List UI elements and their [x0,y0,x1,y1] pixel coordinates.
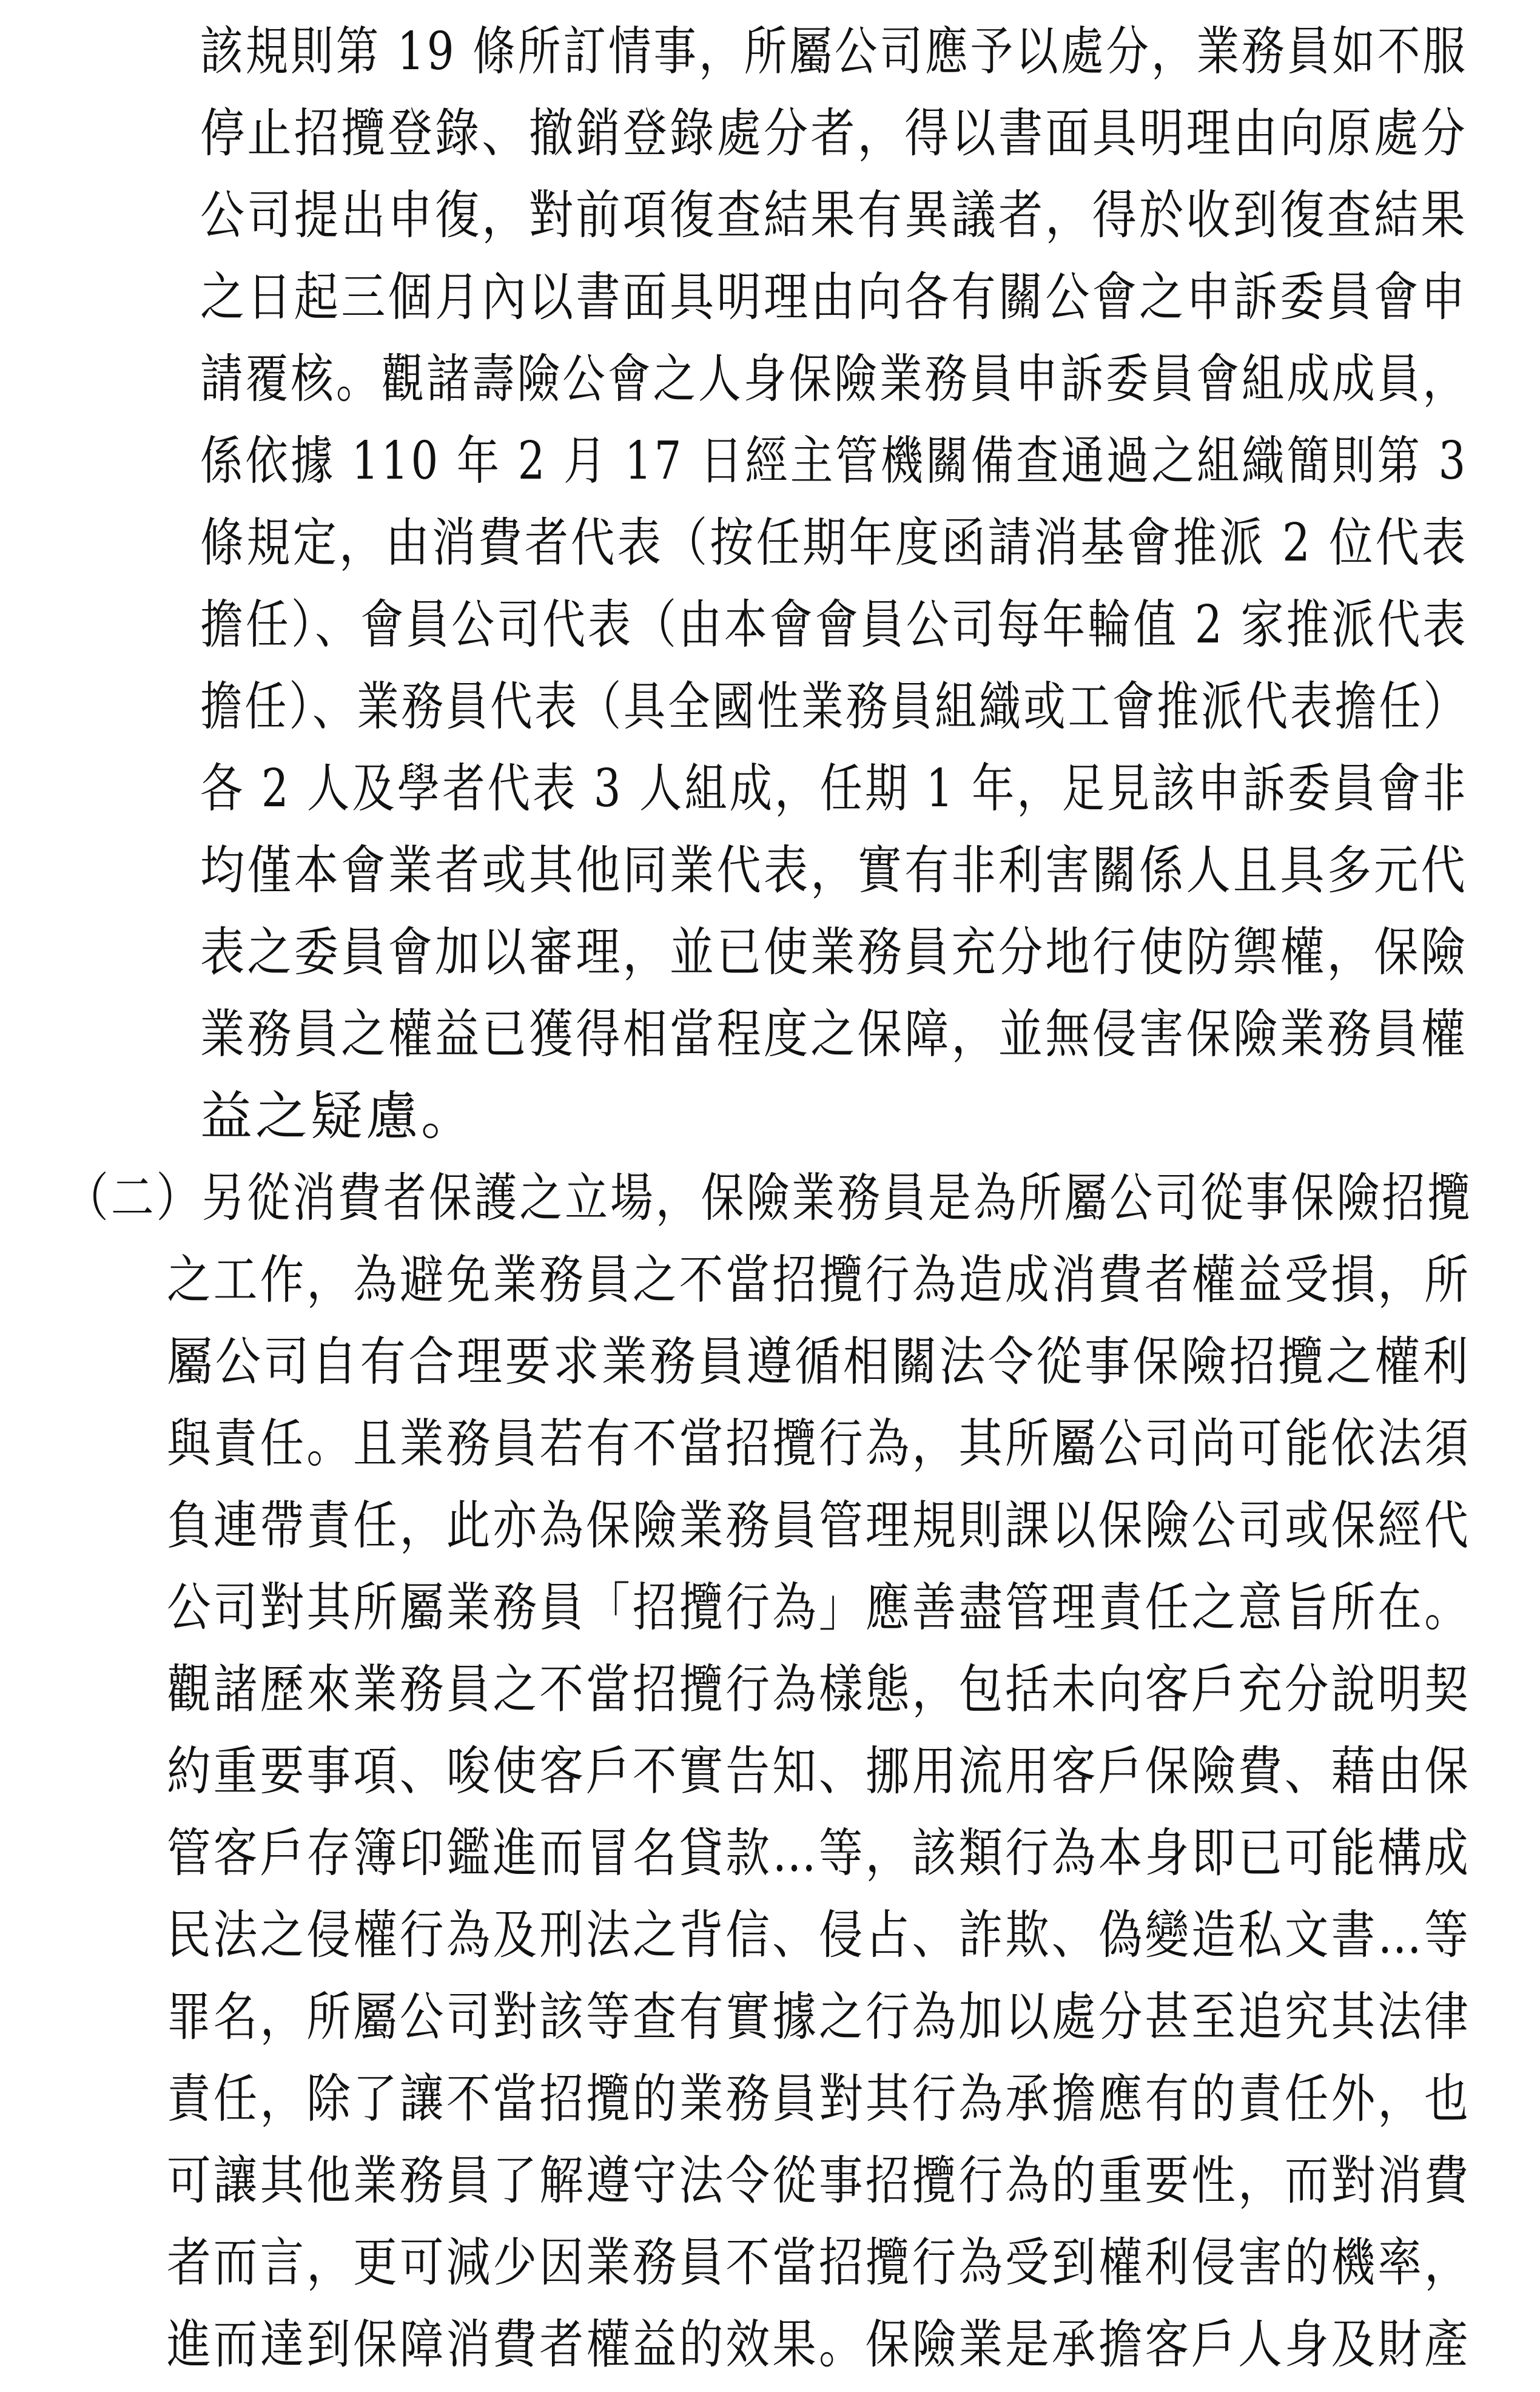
section-2-line: 進而達到保障消費者權益的效果。保險業是承擔客戶人身及財產 [167,2314,1471,2375]
paragraph-1-line: 業務員之權益已獲得相當程度之保障，並無侵害保險業務員權 [200,1004,1468,1065]
section-2-line: 之工作，為避免業務員之不當招攬行為造成消費者權益受損，所 [167,1250,1471,1310]
section-2-heading-line: （二）另從消費者保護之立場，保險業務員是為所屬公司從事保險招攬 [66,1168,1473,1228]
section-2-line: 罪名，所屬公司對該等查有實據之行為加以處分甚至追究其法律 [167,1987,1471,2047]
paragraph-1-line: 益之疑慮。 [200,1086,476,1147]
section-2-line: 可讓其他業務員了解遵守法令從事招攬行為的重要性，而對消費 [167,2151,1471,2211]
paragraph-1-line: 之日起三個月內以書面具明理由向各有關公會之申訴委員會申 [200,267,1468,328]
paragraph-1-line: 該規則第 19 條所訂情事，所屬公司應予以處分，業務員如不服 [200,21,1468,82]
paragraph-1-line: 擔任）、業務員代表（具全國性業務員組織或工會推派代表擔任） [200,676,1468,737]
section-2-line: 者而言，更可減少因業務員不當招攬行為受到權利侵害的機率， [167,2232,1471,2293]
paragraph-1-line: 停止招攬登錄、撤銷登錄處分者，得以書面具明理由向原處分 [200,103,1468,164]
paragraph-1-line: 公司提出申復，對前項復查結果有異議者，得於收到復查結果 [200,185,1468,246]
paragraph-1-line: 條規定，由消費者代表（按任期年度函請消基會推派 2 位代表 [200,513,1468,573]
section-2-line: 約重要事項、唆使客戶不實告知、挪用流用客戶保險費、藉由保 [167,1741,1471,1802]
paragraph-1-line: 係依據 110 年 2 月 17 日經主管機關備查通過之組織簡則第 3 [200,431,1468,491]
paragraph-1-line: 擔任）、會員公司代表（由本會會員公司每年輪值 2 家推派代表 [200,595,1468,655]
section-2-line: 與責任。且業務員若有不當招攬行為，其所屬公司尚可能依法須 [167,1413,1471,1474]
paragraph-1-line: 各 2 人及學者代表 3 人組成，任期 1 年，足見該申訴委員會非 [200,758,1468,819]
section-2-line: 管客戶存簿印鑑進而冒名貸款…等，該類行為本身即已可能構成 [167,1823,1471,1884]
paragraph-1-line: 請覆核。觀諸壽險公會之人身保險業務員申訴委員會組成成員， [200,349,1468,409]
paragraph-1-line: 表之委員會加以審理，並已使業務員充分地行使防禦權，保險 [200,922,1468,983]
section-2-line: 民法之侵權行為及刑法之背信、侵占、詐欺、偽變造私文書…等 [167,1905,1471,1966]
section-2-line: 公司對其所屬業務員「招攬行為」應善盡管理責任之意旨所在。 [167,1577,1471,1638]
section-2-line: 負連帶責任，此亦為保險業務員管理規則課以保險公司或保經代 [167,1495,1471,1556]
section-2-line: 責任，除了讓不當招攬的業務員對其行為承擔應有的責任外，也 [167,2069,1471,2129]
paragraph-1-line: 均僅本會業者或其他同業代表，實有非利害關係人且具多元代 [200,840,1468,901]
section-2-line: 屬公司自有合理要求業務員遵循相關法令從事保險招攬之權利 [167,1332,1471,1392]
section-2-line: 觀諸歷來業務員之不當招攬行為樣態，包括未向客戶充分說明契 [167,1659,1471,1720]
